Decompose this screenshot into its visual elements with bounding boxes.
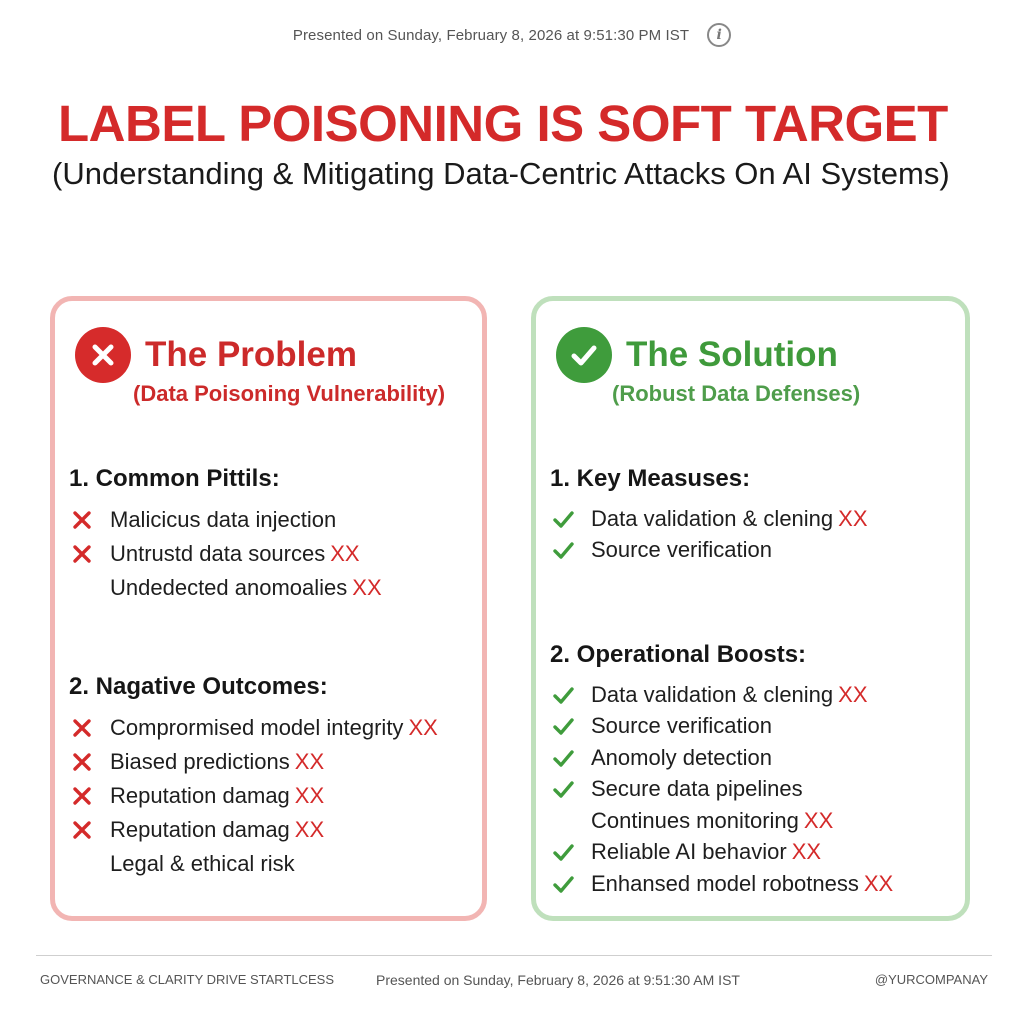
list-item [69,537,472,571]
footer-date: Presented on Sunday, February 8, 2026 at 9:51:30 AM IST [376,972,740,988]
item-text: Reputation damag [110,783,290,808]
list-item [550,535,955,567]
checkmark-icon [550,715,576,737]
item-text: Data validation & clening [591,681,834,707]
checkmark-icon [550,778,576,800]
list-item [550,868,955,900]
item-suffix: XX [408,715,438,740]
footer-handle: @YURCOMPANAY [874,972,988,987]
item-suffix: XX [294,817,325,842]
blank-mark [69,577,95,599]
list-item [69,503,472,537]
item-text: Source verification [591,713,772,739]
item-text: Comprormised model integrity [110,715,404,740]
list-item [69,779,472,813]
blank-mark [550,810,576,832]
check-circle-icon [556,327,612,383]
x-mark-icon [69,717,95,739]
list-item [69,847,472,881]
solution-title: The Solution [626,335,838,374]
measure-list [550,503,955,566]
item-suffix: XX [803,807,834,833]
info-icon[interactable]: i [707,23,731,47]
item-text: Untrustd data sources [110,541,326,566]
blank-mark [69,853,95,875]
problem-card [50,296,487,921]
list-item [69,813,472,847]
item-text: Malicicus data injection [110,507,337,532]
checkmark-icon [550,539,576,561]
item-text: Reliable AI behavior [591,839,787,865]
list-item [550,679,955,711]
list-item [69,711,472,745]
list-item [69,745,472,779]
checkmark-icon [550,841,576,863]
section-heading: 2. Operational Boosts: [550,641,807,668]
item-suffix: XX [352,575,382,600]
x-circle-icon [75,327,131,383]
item-text: Reputation damag [110,817,290,842]
top-bar [0,22,1024,48]
solution-section-boosts [550,641,955,900]
item-text: Undedected anomoalies [110,575,348,600]
footer-divider [36,955,992,956]
item-text: Anomoly detection [591,744,772,770]
checkmark-icon [550,684,576,706]
item-suffix: XX [294,749,325,774]
problem-section-pitfalls [69,465,472,605]
list-item [69,571,472,605]
page-subtitle: (Understanding & Mitigating Data-Centric Attacks On AI Systems) [52,156,950,191]
page-title: LABEL POISONING IS SOFT TARGET [58,95,948,152]
item-text: Secure data pipelines [591,776,803,802]
section-heading: 2. Nagative Outcomes: [69,673,328,700]
x-mark-icon [69,751,95,773]
item-suffix: XX [838,505,868,531]
x-mark-icon [69,819,95,841]
item-text: Continues monitoring [591,807,799,833]
list-item [550,503,955,535]
checkmark-icon [550,873,576,895]
outcome-list [69,711,472,881]
item-suffix: XX [294,783,325,808]
item-suffix: XX [791,839,822,865]
item-text: Enhansed model robotness [591,870,859,896]
item-suffix: XX [863,870,894,896]
presentation-date: Presented on Sunday, February 8, 2026 at 9:51:30 PM IST [292,26,690,44]
pitfall-list [69,503,472,605]
list-item [550,774,955,806]
x-mark-icon [69,509,95,531]
x-mark-icon [69,543,95,565]
list-item [550,742,955,774]
item-text: Biased predictions [110,749,290,774]
solution-section-measures [550,465,955,566]
solution-card [531,296,970,921]
footer-tagline: GOVERNANCE & CLARITY DRIVE STARTLCESS [40,972,335,987]
problem-header [75,327,357,383]
item-text: Data validation & clening [591,505,834,531]
section-heading: 1. Key Measuses: [550,465,751,492]
problem-subtitle: (Data Poisoning Vulnerability) [133,381,446,406]
item-suffix: XX [330,541,360,566]
solution-subtitle: (Robust Data Defenses) [612,381,861,406]
list-item [550,711,955,743]
problem-title: The Problem [145,335,357,374]
item-text: Source verification [591,537,772,563]
problem-section-outcomes [69,673,472,881]
boost-list [550,679,955,900]
item-suffix: XX [838,681,868,707]
solution-header [556,327,838,383]
item-text: Legal & ethical risk [110,851,295,876]
section-heading: 1. Common Pittils: [69,465,280,492]
list-item [550,805,955,837]
x-mark-icon [69,785,95,807]
list-item [550,837,955,869]
checkmark-icon [550,508,576,530]
checkmark-icon [550,747,576,769]
